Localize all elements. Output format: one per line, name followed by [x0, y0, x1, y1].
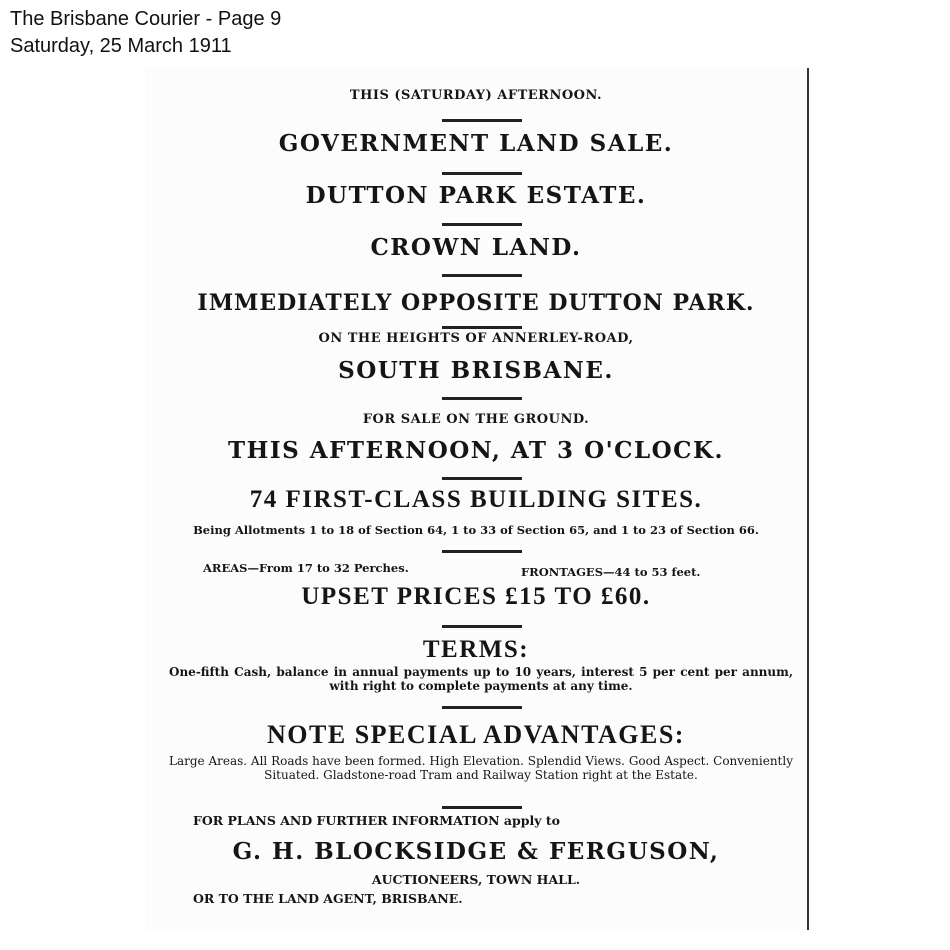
terms-heading: TERMS:: [422, 636, 530, 663]
sale-time: THIS AFTERNOON, AT 3 O'CLOCK.: [228, 437, 724, 464]
auctioneer-address: AUCTIONEERS, TOWN HALL.: [371, 872, 581, 887]
suburb: SOUTH BRISBANE.: [338, 357, 614, 384]
upset-prices: UPSET PRICES £15 TO £60.: [301, 583, 651, 610]
divider: [442, 477, 522, 480]
land-agent: OR TO THE LAND AGENT, BRISBANE.: [193, 891, 463, 906]
kicker: THIS (SATURDAY) AFTERNOON.: [349, 88, 603, 103]
divider: [442, 274, 522, 277]
terms-text: One-fifth Cash, balance in annual payments up to 10 years, interest 5 per cent per annum, with right to complete payments at any time.: [169, 665, 793, 693]
headline-land-sale: GOVERNMENT LAND SALE.: [278, 130, 674, 157]
sites-headline: 74 FIRST-CLASS BUILDING SITES.: [249, 486, 703, 513]
headline-crown-land: CROWN LAND.: [370, 234, 582, 261]
advantages-heading: NOTE SPECIAL ADVANTAGES:: [267, 720, 685, 749]
info-line: FOR PLANS AND FURTHER INFORMATION apply to: [193, 813, 560, 828]
divider: [442, 550, 522, 553]
divider: [442, 119, 522, 122]
divider: [442, 706, 522, 709]
newspaper-advertisement: [145, 68, 809, 930]
location-sub: ON THE HEIGHTS OF ANNERLEY-ROAD,: [318, 331, 634, 346]
headline-estate: DUTTON PARK ESTATE.: [305, 182, 647, 209]
allotments: Being Allotments 1 to 18 of Section 64, 1 to 33 of Section 65, and 1 to 23 of Section 66.: [193, 523, 759, 537]
divider: [442, 326, 522, 329]
newspaper-source: The Brisbane Courier - Page 9: [10, 8, 282, 30]
areas: AREAS—From 17 to 32 Perches.: [203, 561, 409, 575]
frontages: FRONTAGES—44 to 53 feet.: [521, 565, 701, 579]
divider: [442, 625, 522, 628]
auctioneer-name: G. H. BLOCKSIDGE & FERGUSON,: [232, 838, 720, 865]
divider: [442, 397, 522, 400]
clipping-caption: [10, 6, 281, 60]
sale-note: FOR SALE ON THE GROUND.: [362, 412, 590, 427]
publication-date: Saturday, 25 March 1911: [10, 35, 232, 57]
divider: [442, 172, 522, 175]
advantages-text: Large Areas. All Roads have been formed. High Elevation. Splendid Views. Good Aspect. Conveniently Situated. Gladstone-road Tram and Railway Station right at the Estate.: [169, 754, 793, 782]
divider: [442, 223, 522, 226]
divider: [442, 806, 522, 809]
location-headline: IMMEDIATELY OPPOSITE DUTTON PARK.: [197, 290, 755, 316]
